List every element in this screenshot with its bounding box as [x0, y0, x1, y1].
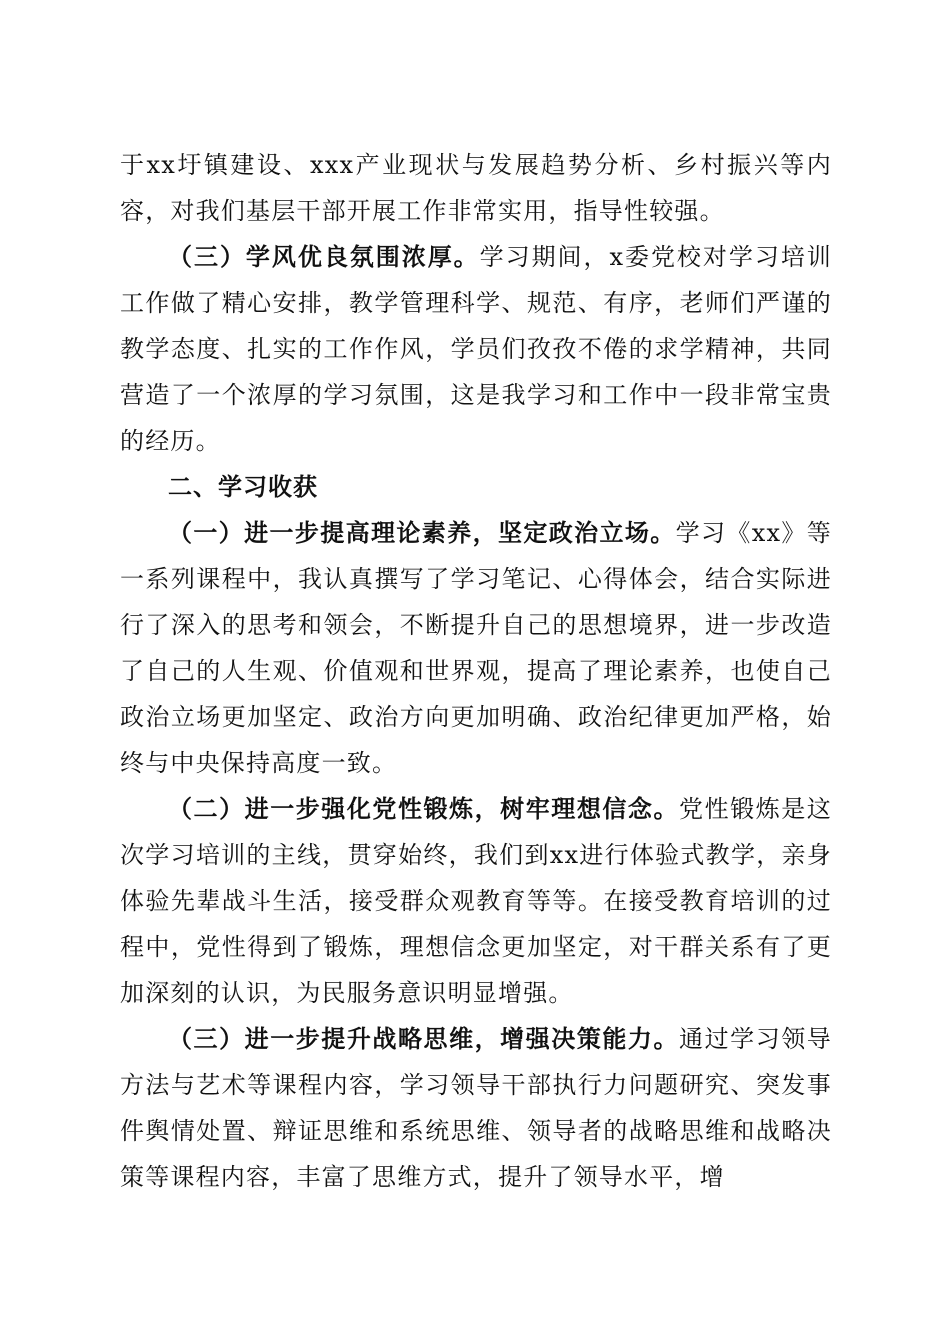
paragraph-strategic-thinking — [120, 1016, 832, 1200]
paragraph-theory — [120, 510, 832, 786]
paragraph-lead: （二）进一步强化党性锻炼，树牢理想信念。 — [168, 794, 680, 823]
paragraph-text: 学习《xx》等一系列课程中，我认真撰写了学习笔记、心得体会，结合实际进行了深入的思考和领会，不断提升自己的思想境界，进一步改造了自己的人生观、价值观和世界观，提高了理论素养，也使自己政治立场更加坚定、政治方向更加明确、政治纪律更加严格，始终与中央保持高度一致。 — [120, 519, 832, 777]
paragraph-lead: （一）进一步提高理论素养，坚定政治立场。 — [168, 518, 676, 547]
paragraph-lead: （三）进一步提升战略思维，增强决策能力。 — [168, 1024, 680, 1053]
paragraph-text: 学习期间，x委党校对学习培训工作做了精心安排，教学管理科学、规范、有序，老师们严谨的教学态度、扎实的工作作风，学员们孜孜不倦的求学精神，共同营造了一个浓厚的学习氛围，这是我学习和工作中一段非常宝贵的经历。 — [120, 243, 832, 455]
paragraph-continuation — [120, 142, 832, 234]
document-page — [120, 142, 832, 1200]
paragraph-party-spirit — [120, 786, 832, 1016]
paragraph-study-atmosphere — [120, 234, 832, 464]
paragraph-text: 通过学习领导方法与艺术等课程内容，学习领导干部执行力问题研究、突发事件舆情处置、辩证思维和系统思维、领导者的战略思维和战略决策等课程内容，丰富了思维方式，提升了领导水平，增 — [120, 1025, 833, 1191]
section-heading: 二、学习收获 — [168, 473, 318, 501]
paragraph-text: 党性锻炼是这次学习培训的主线，贯穿始终，我们到xx进行体验式教学，亲身体验先辈战斗生活，接受群众观教育等等。在接受教育培训的过程中，党性得到了锻炼，理想信念更加坚定，对干群关系有了更加深刻的认识，为民服务意识明显增强。 — [120, 795, 833, 1007]
paragraph-lead: （三）学风优良氛围浓厚。 — [168, 242, 480, 271]
paragraph-text: 于xx圩镇建设、xxx产业现状与发展趋势分析、乡村振兴等内容，对我们基层干部开展工作非常实用，指导性较强。 — [120, 151, 832, 225]
